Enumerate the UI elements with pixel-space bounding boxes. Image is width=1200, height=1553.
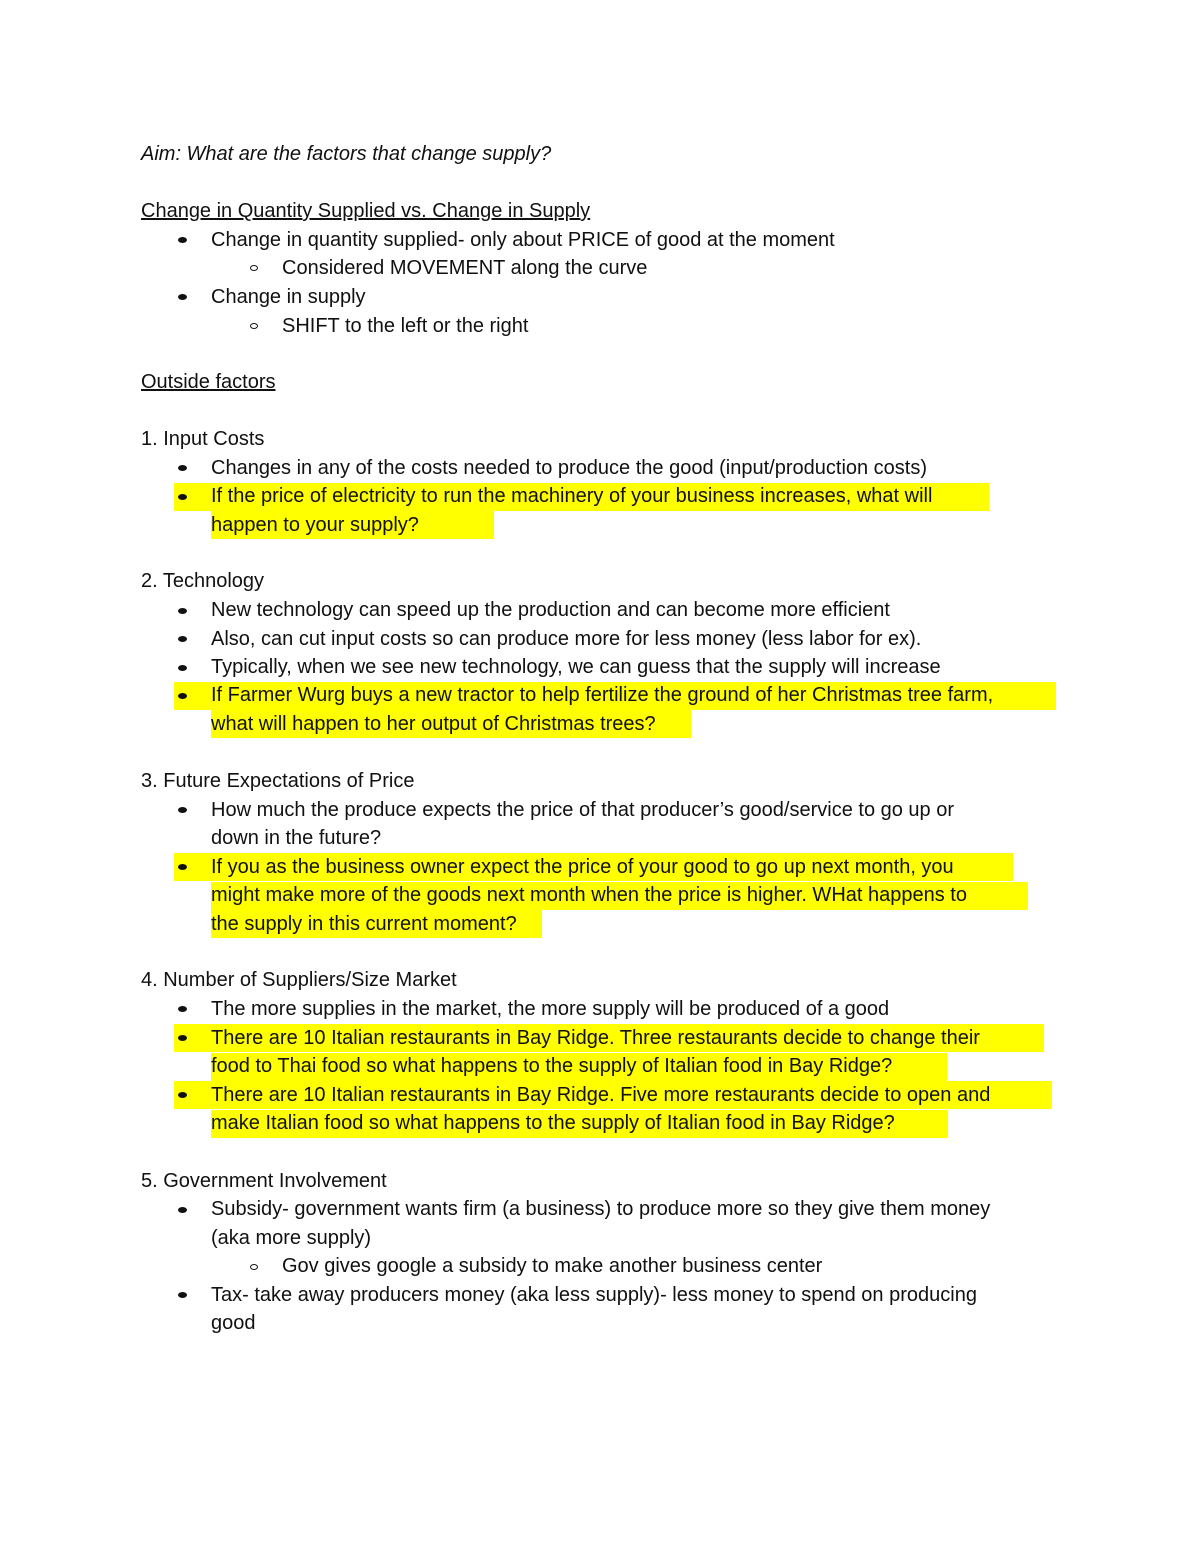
hollow-bullet-icon [250,1264,258,1270]
bullet-icon [178,1006,187,1012]
highlighted-question-line: If the price of electricity to run the machinery of your business increases, what will [211,485,933,507]
highlighted-question-line: If Farmer Wurg buys a new tractor to help fertilize the ground of her Christmas tree farm, [211,684,994,706]
factor-title: 4. Number of Suppliers/Size Market [141,969,457,991]
highlighted-question-line: If you as the business owner expect the price of your good to go up next month, you [211,856,954,878]
list-item: (aka more supply) [211,1227,372,1249]
bullet-icon [178,807,187,813]
list-item: How much the produce expects the price of that producer’s good/service to go up or [211,799,955,821]
bullet-icon [178,1292,187,1298]
bullet-icon [178,693,187,699]
highlighted-question-line: There are 10 Italian restaurants in Bay Ridge. Five more restaurants decide to open and [211,1084,991,1106]
bullet-icon [178,1207,187,1213]
factor-title: 5. Government Involvement [141,1170,387,1192]
hollow-bullet-icon [250,323,258,329]
list-item: Typically, when we see new technology, we can guess that the supply will increase [211,656,941,678]
list-item: good [211,1312,256,1334]
list-item: New technology can speed up the production and can become more efficient [211,599,890,621]
bullet-icon [178,1035,187,1041]
list-item: Also, can cut input costs so can produce more for less money (less labor for ex). [211,628,922,650]
highlighted-question-line: make Italian food so what happens to the supply of Italian food in Bay Ridge? [211,1112,895,1134]
bullet-icon [178,608,187,614]
section-heading-change: Change in Quantity Supplied vs. Change in Supply [141,200,591,222]
aim-line: Aim: What are the factors that change supply? [141,143,552,165]
list-item: Subsidy- government wants firm (a business) to produce more so they give them money [211,1198,991,1220]
list-item: Tax- take away producers money (aka less supply)- less money to spend on producing [211,1284,977,1306]
factor-title: 1. Input Costs [141,428,265,450]
bullet-icon [178,665,187,671]
list-item: The more supplies in the market, the more supply will be produced of a good [211,998,890,1020]
bullet-icon [178,237,187,243]
list-item: Gov gives google a subsidy to make another business center [282,1255,823,1277]
bullet-icon [178,294,187,300]
bullet-icon [178,494,187,500]
list-item: Considered MOVEMENT along the curve [282,257,648,279]
highlighted-question-line: happen to your supply? [211,514,419,536]
bullet-icon [178,465,187,471]
bullet-icon [178,1092,187,1098]
highlighted-question-line: what will happen to her output of Christmas trees? [211,713,656,735]
hollow-bullet-icon [250,265,258,271]
bullet-icon [178,636,187,642]
outside-factors-heading: Outside factors [141,371,276,393]
factor-title: 3. Future Expectations of Price [141,770,415,792]
list-item: Change in supply [211,286,366,308]
highlighted-question-line: food to Thai food so what happens to the supply of Italian food in Bay Ridge? [211,1055,893,1077]
list-item: SHIFT to the left or the right [282,315,529,337]
list-item: down in the future? [211,827,382,849]
highlighted-question-line: might make more of the goods next month when the price is higher. WHat happens to [211,884,967,906]
list-item: Change in quantity supplied- only about PRICE of good at the moment [211,229,835,251]
highlighted-question-line: There are 10 Italian restaurants in Bay Ridge. Three restaurants decide to change their [211,1027,980,1049]
bullet-icon [178,864,187,870]
list-item: Changes in any of the costs needed to produce the good (input/production costs) [211,457,928,479]
highlighted-question-line: the supply in this current moment? [211,913,517,935]
factor-title: 2. Technology [141,570,265,592]
